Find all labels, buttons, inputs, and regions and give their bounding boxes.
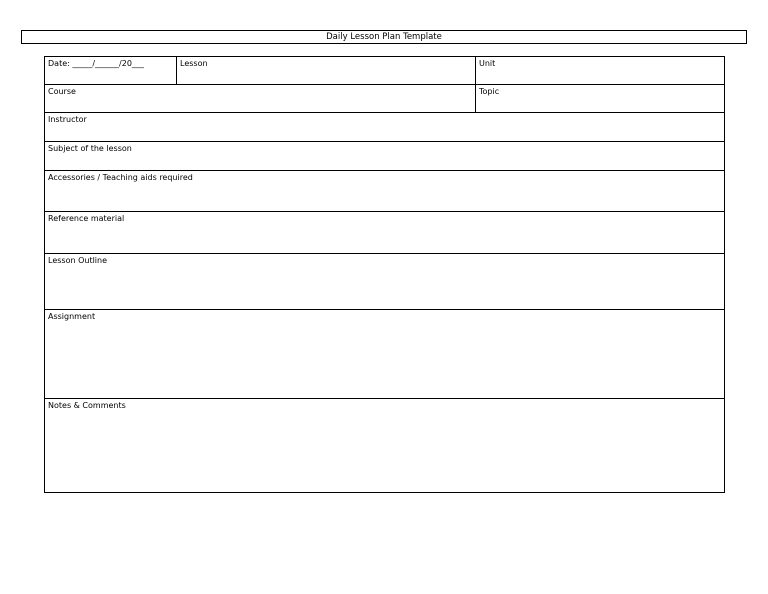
table-row <box>45 310 725 399</box>
reference-field[interactable]: Reference material <box>45 212 725 254</box>
unit-field[interactable]: Unit <box>476 57 725 85</box>
table-row <box>45 113 725 142</box>
assignment-field[interactable]: Assignment <box>45 310 725 399</box>
subject-field[interactable]: Subject of the lesson <box>45 142 725 171</box>
topic-field[interactable]: Topic <box>476 85 725 113</box>
table-row <box>45 399 725 493</box>
outline-field[interactable]: Lesson Outline <box>45 254 725 310</box>
date-field[interactable]: Date: _____/______/20___ <box>45 57 177 85</box>
table-row <box>45 85 725 113</box>
table-row <box>45 142 725 171</box>
lesson-plan-table <box>44 56 725 493</box>
document-title: Daily Lesson Plan Template <box>21 30 747 44</box>
table-row <box>45 57 725 85</box>
table-row <box>45 254 725 310</box>
course-field[interactable]: Course <box>45 85 476 113</box>
notes-field[interactable]: Notes & Comments <box>45 399 725 493</box>
instructor-field[interactable]: Instructor <box>45 113 725 142</box>
table-row <box>45 212 725 254</box>
table-row <box>45 171 725 212</box>
accessories-field[interactable]: Accessories / Teaching aids required <box>45 171 725 212</box>
lesson-field[interactable]: Lesson <box>177 57 476 85</box>
